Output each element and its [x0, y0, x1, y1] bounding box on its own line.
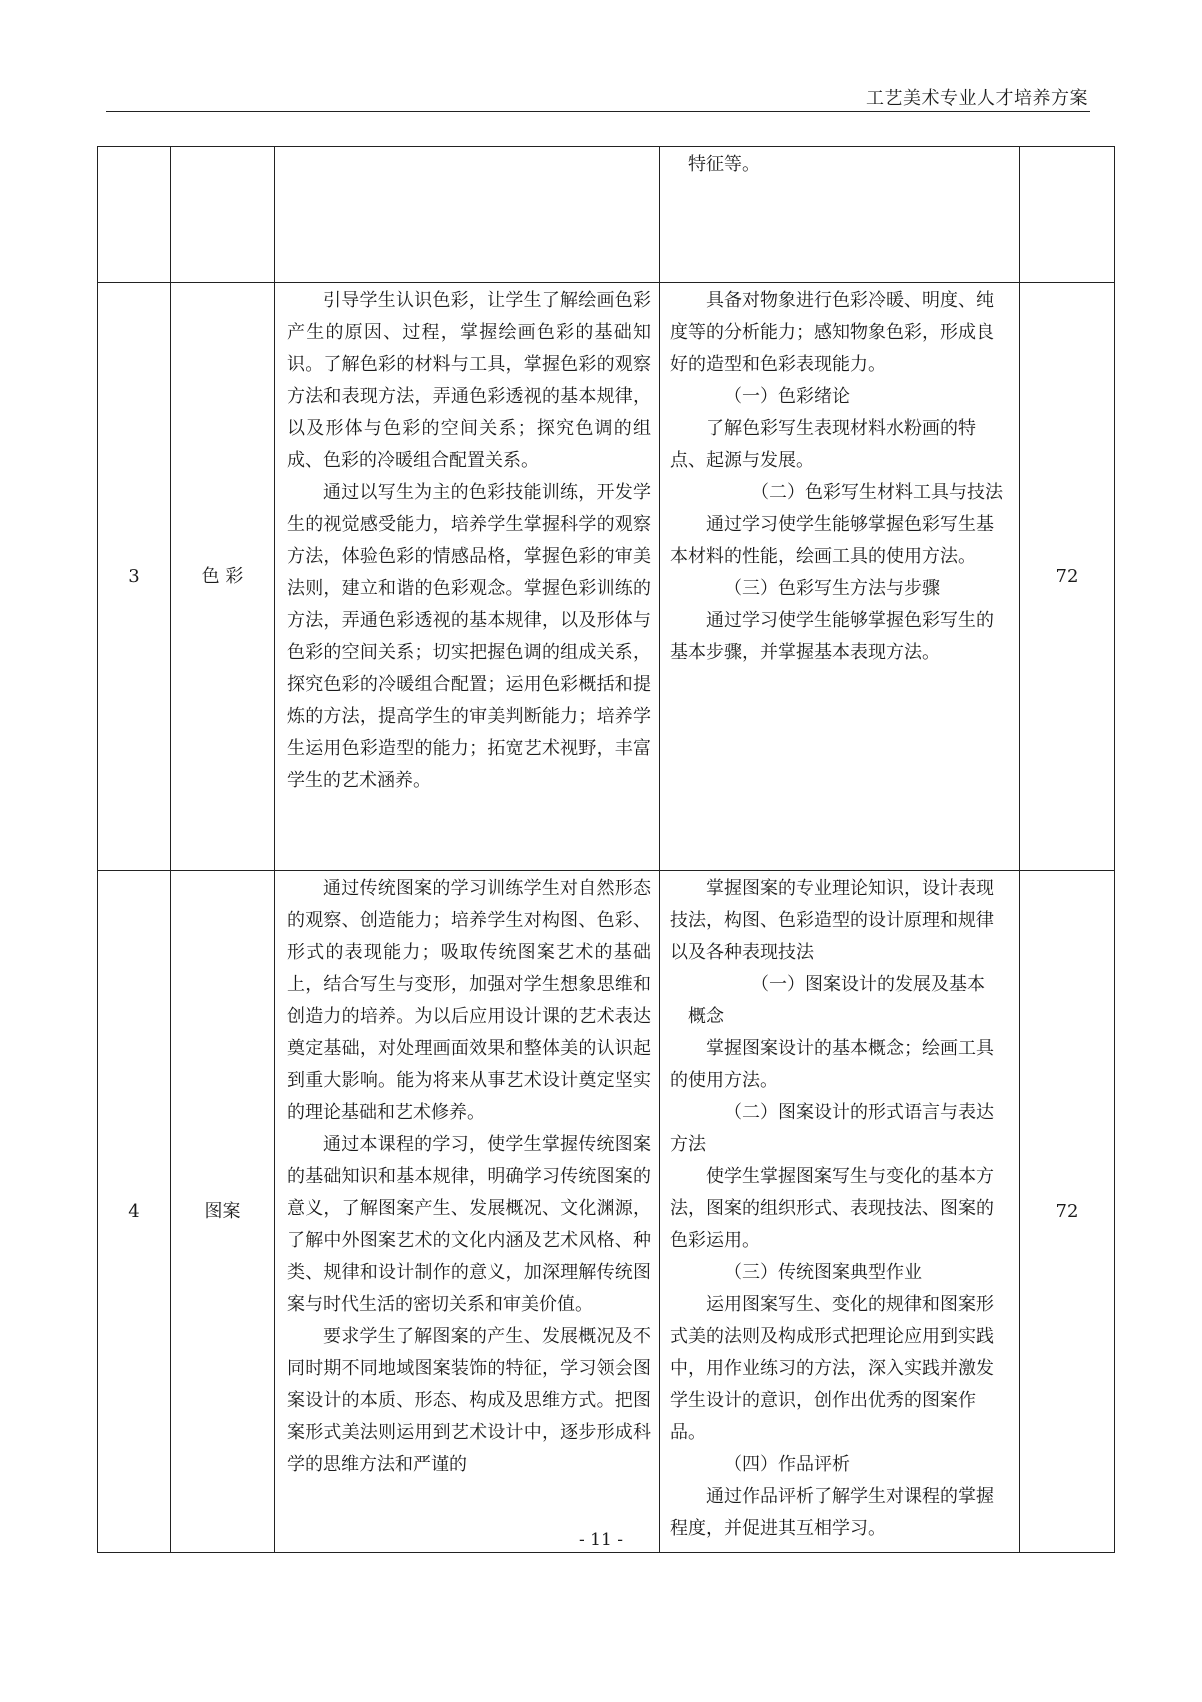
content-section-heading: （三）色彩写生方法与步骤: [724, 578, 940, 599]
course-goal-cell: [275, 283, 660, 871]
content-section-heading: （四）作品评析: [724, 1454, 850, 1475]
course-hours-cell: 72: [1020, 871, 1115, 1553]
page-number: - 11 -: [579, 1530, 623, 1550]
content-paragraph: 了解色彩写生表现材料水粉画的特点、起源与发展。: [670, 418, 976, 471]
table-row: [98, 147, 1115, 283]
goal-paragraph: 引导学生认识色彩，让学生了解绘画色彩产生的原因、过程，掌握绘画色彩的基础知识。了解色彩的材料与工具，掌握色彩的观察方法和表现方法，弄通色彩透视的基本规律，以及形体与色彩的空间关系；探究色调的组成、色彩的冷暖组合配置关系。: [287, 290, 651, 471]
course-name-cell: 色 彩: [171, 283, 275, 871]
goal-paragraph: 通过以写生为主的色彩技能训练，开发学生的视觉感受能力，培养学生掌握科学的观察方法，体验色彩的情感品格，掌握色彩的审美法则，建立和谐的色彩观念。掌握色彩训练的方法，弄通色彩透视的基本规律，以及形体与色彩的空间关系；切实把握色调的组成关系，探究色彩的冷暖组合配置；运用色彩概括和提炼的方法，提高学生的审美判断能力；培养学生运用色彩造型的能力；拓宽艺术视野，丰富学生的艺术涵养。: [287, 482, 651, 791]
goal-paragraph: 通过传统图案的学习训练学生对自然形态的观察、创造能力；培养学生对构图、色彩、形式的表现能力；吸取传统图案艺术的基础上，结合写生与变形，加强对学生想象思维和创造力的培养。为以后应用设计课的艺术表达奠定基础，对处理画面效果和整体美的认识起到重大影响。能为将来从事艺术设计奠定坚实的理论基础和艺术修养。: [287, 878, 651, 1123]
course-content-cell: [660, 871, 1020, 1553]
goal-paragraph: 通过本课程的学习，使学生掌握传统图案的基础知识和基本规律，明确学习传统图案的意义，了解图案产生、发展概况、文化渊源，了解中外图案艺术的文化内涵及艺术风格、种类、规律和设计制作的意义，加深理解传统图案与时代生活的密切关系和审美价值。: [287, 1134, 651, 1315]
content-section-heading: （一）图案设计的发展及基本: [751, 974, 985, 995]
table-row: [98, 871, 1115, 1553]
content-paragraph: 掌握图案的专业理论知识，设计表现技法，构图、色彩造型的设计原理和规律以及各种表现技法: [670, 878, 994, 963]
content-section-heading: （二）图案设计的形式语言与表达方法: [670, 1102, 994, 1155]
content-paragraph: 使学生掌握图案写生与变化的基本方法，图案的组织形式、表现技法、图案的色彩运用。: [670, 1166, 994, 1251]
content-section-heading: （一）色彩绪论: [724, 386, 850, 407]
page-header-title: 工艺美术专业人才培养方案: [866, 88, 1088, 109]
content-paragraph: 通过作品评析了解学生对课程的掌握程度，并促进其互相学习。: [670, 1486, 994, 1539]
content-section-heading: （三）传统图案典型作业: [724, 1262, 922, 1283]
curriculum-table: [97, 146, 1115, 1553]
content-paragraph: 通过学习使学生能够掌握色彩写生基本材料的性能，绘画工具的使用方法。: [670, 514, 994, 567]
content-paragraph: 通过学习使学生能够掌握色彩写生的基本步骤，并掌握基本表现方法。: [670, 610, 994, 663]
course-content-cell: [660, 147, 1020, 283]
course-hours-cell: 72: [1020, 283, 1115, 871]
content-section-heading-continued: 概念: [688, 1006, 724, 1027]
table-row: [98, 283, 1115, 871]
content-section-heading: （二）色彩写生材料工具与技法: [751, 482, 1003, 503]
header-rule: [106, 111, 1090, 112]
course-hours-cell: [1020, 147, 1115, 283]
course-number-cell: 4: [98, 871, 171, 1553]
course-name-cell: 图案: [171, 871, 275, 1553]
content-paragraph: 掌握图案设计的基本概念；绘画工具的使用方法。: [670, 1038, 994, 1091]
course-goal-cell: [275, 147, 660, 283]
course-goal-cell: [275, 871, 660, 1553]
goal-paragraph: 要求学生了解图案的产生、发展概况及不同时期不同地域图案装饰的特征，学习领会图案设计的本质、形态、构成及思维方式。把图案形式美法则运用到艺术设计中，逐步形成科学的思维方法和严谨的: [287, 1326, 651, 1475]
course-number-cell: 3: [98, 283, 171, 871]
course-number-cell: [98, 147, 171, 283]
content-paragraph: 具备对物象进行色彩冷暖、明度、纯度等的分析能力；感知物象色彩，形成良好的造型和色彩表现能力。: [670, 290, 994, 375]
content-paragraph: 运用图案写生、变化的规律和图案形式美的法则及构成形式把理论应用到实践中，用作业练习的方法，深入实践并激发学生设计的意识，创作出优秀的图案作品。: [670, 1294, 994, 1443]
course-content-cell: [660, 283, 1020, 871]
course-name-cell: [171, 147, 275, 283]
content-paragraph: 特征等。: [688, 154, 760, 175]
